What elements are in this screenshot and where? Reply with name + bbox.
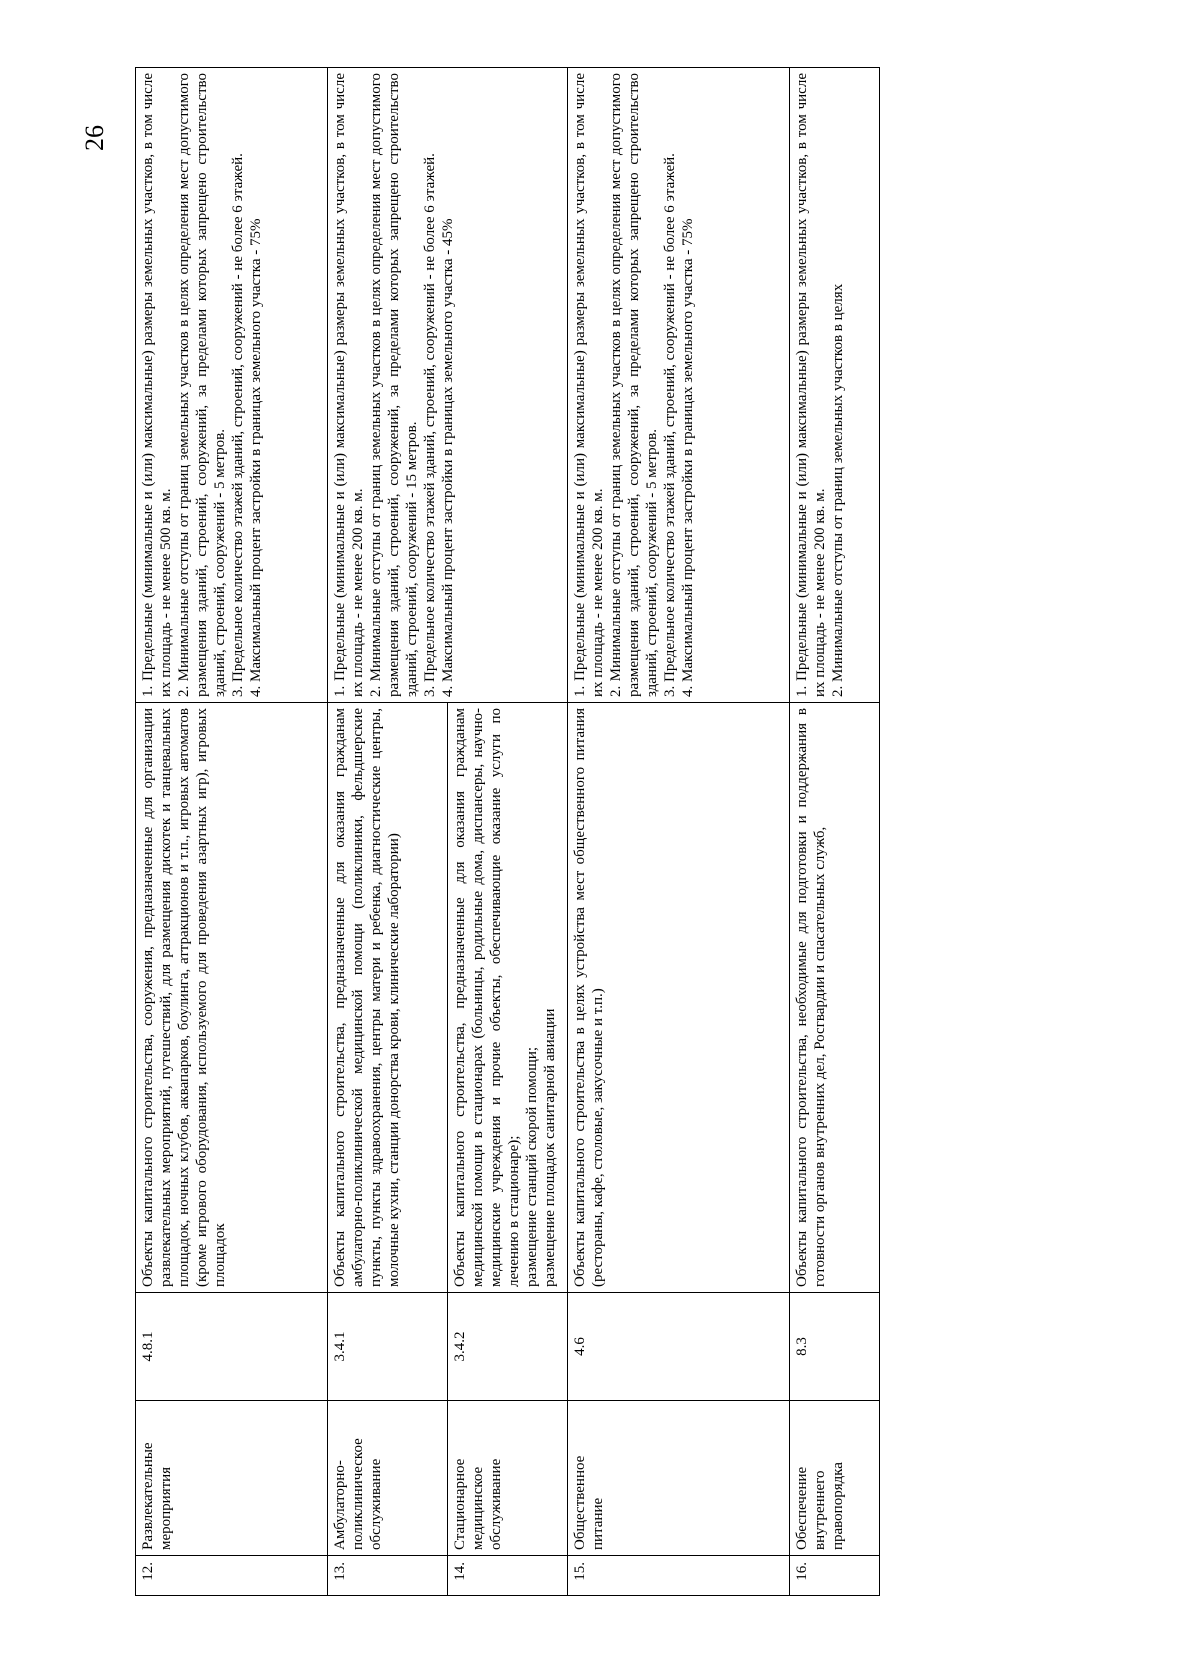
param-line: 1. Предельные (минимальные и (или) максимальные) размеры земельных участков, в том числе их площадь - не менее 200 кв. м. [794,73,828,697]
use-type-name: Стационарное медицинское обслуживание [448,1401,568,1556]
row-number: 13. [328,1556,448,1596]
param-line: 1. Предельные (минимальные и (или) максимальные) размеры земельных участков, в том числе их площадь - не менее 200 кв. м. [332,73,366,697]
row-number: 15. [568,1556,790,1596]
param-line: 2. Минимальные отступы от границ земельных участков в целях определения мест допустимого размещения зданий, строений, сооружений, за пределами которых запрещено строительство зданий, строений, сооружений - 5 метров. [608,73,660,697]
use-description [448,703,568,1293]
use-description: Объекты капитального строительства, сооружения, предназначенные для организации развлекательных мероприятий, путешествий, для размещения дискотек и танцевальных площадок, ночных клубов, аквапарков, боулинга, аттракционов и т.п., игровых автоматов (кроме игрового оборудования, используемого для проведения азартных игр), игровых площадок [136,703,328,1293]
param-line: 3. Предельное количество этажей зданий, строений, сооружений - не более 6 этажей. [662,153,678,697]
parameters-cell [790,68,880,703]
param-line: 1. Предельные (минимальные и (или) максимальные) размеры земельных участков, в том числе их площадь - не менее 500 кв. м. [140,73,174,697]
param-line: 4. Максимальный процент застройки в границах земельного участка - 75% [680,218,696,697]
use-description: Объекты капитального строительства, необходимые для подготовки и поддержания в готовности органов внутренних дел, Росгвардии и спасательных служб, [790,703,880,1293]
row-number: 14. [448,1556,568,1596]
rotated-table-container [135,68,1055,1596]
use-description: Объекты капитального строительства в целях устройства мест общественного питания (рестораны, кафе, столовые, закусочные и т.п.) [568,703,790,1293]
use-type-name: Обеспечение внутреннего правопорядка [790,1401,880,1556]
row-number: 16. [790,1556,880,1596]
param-line: 4. Максимальный процент застройки в границах земельного участка - 75% [248,218,264,697]
use-code: 3.4.2 [448,1293,568,1401]
description-line: размещение площадок санитарной авиации [542,1008,558,1287]
use-type-name: Амбулаторно-поликлиническое обслуживание [328,1401,448,1556]
parameters-cell [568,68,790,703]
table-row [328,68,448,1596]
param-line: 3. Предельное количество этажей зданий, строений, сооружений - не более 6 этажей. [422,153,438,697]
use-type-name: Общественное питание [568,1401,790,1556]
param-line: 3. Предельное количество этажей зданий, строений, сооружений - не более 6 этажей. [230,153,246,697]
parameters-cell [328,68,568,703]
param-line: 1. Предельные (минимальные и (или) максимальные) размеры земельных участков, в том числе их площадь - не менее 200 кв. м. [572,73,606,697]
param-line: 2. Минимальные отступы от границ земельных участков в целях определения мест допустимого размещения зданий, строений, сооружений, за пределами которых запрещено строительство зданий, строений, сооружений - 15 метров. [368,73,420,697]
use-code: 3.4.1 [328,1293,448,1401]
use-code: 8.3 [790,1293,880,1401]
table-row [136,68,328,1596]
description-line: Объекты капитального строительства, предназначенные для оказания гражданам медицинской помощи в стационарах (больницы, родильные дома, диспансеры, научно-медицинские учреждения и прочие объекты, обеспечивающие оказание услуги по лечению в стационаре); [452,708,522,1287]
table-row [790,68,880,1596]
param-line: 4. Максимальный процент застройки в границах земельного участка - 45% [440,218,456,697]
zoning-table [135,67,880,1596]
parameters-cell [136,68,328,703]
use-code: 4.8.1 [136,1293,328,1401]
description-line: размещение станций скорой помощи; [524,1046,540,1287]
use-type-name: Развлекательные мероприятия [136,1401,328,1556]
param-line: 2. Минимальные отступы от границ земельных участков в целях [830,283,846,697]
row-number: 12. [136,1556,328,1596]
param-line: 2. Минимальные отступы от границ земельных участков в целях определения мест допустимого размещения зданий, строений, сооружений, за пределами которых запрещено строительство зданий, строений, сооружений - 5 метров. [176,73,228,697]
table-row [568,68,790,1596]
use-code: 4.6 [568,1293,790,1401]
use-description: Объекты капитального строительства, предназначенные для оказания гражданам амбулаторно-поликлинической медицинской помощи (поликлиники, фельдшерские пункты, пункты здравоохранения, центры матери и ребенка, диагностические центры, молочные кухни, станции донорства крови, клинические лаборатории) [328,703,448,1293]
